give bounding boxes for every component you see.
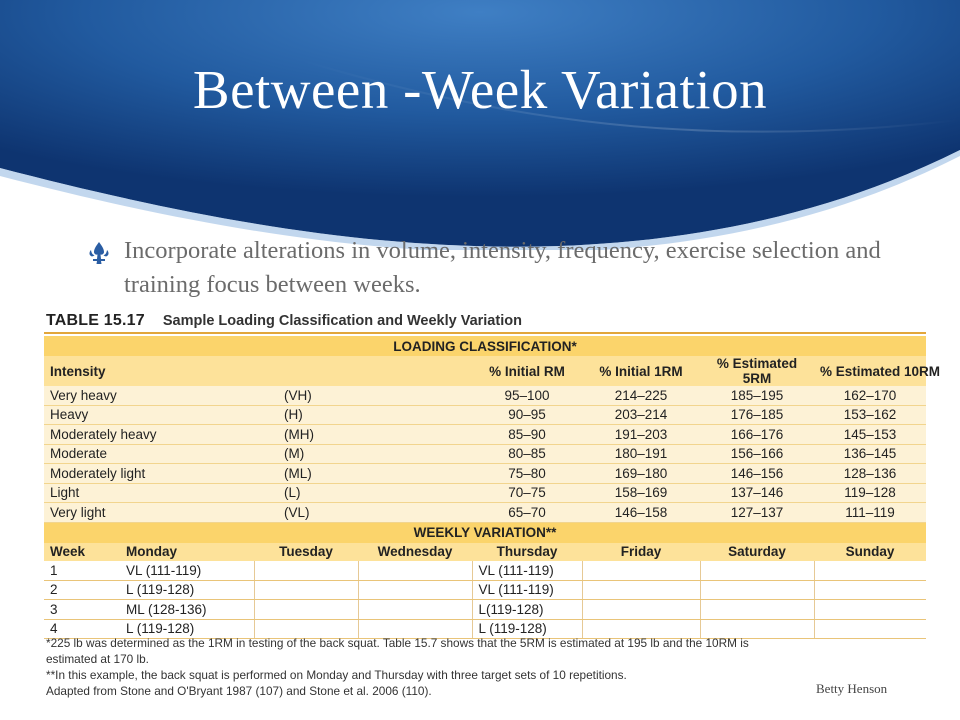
table-cell: 176–185: [700, 405, 814, 425]
loading-band-row: [44, 336, 926, 356]
table-cell: [254, 561, 358, 580]
column-header: Friday: [582, 543, 700, 562]
table-cell: 136–145: [814, 444, 926, 464]
week-number: 2: [44, 580, 120, 600]
table-footnote: **In this example, the back squat is performed on Monday and Thursday with three target sets of 10 repetitions.: [46, 668, 627, 682]
column-header: Sunday: [814, 543, 926, 562]
table-cell: 185–195: [700, 386, 814, 405]
column-header: Wednesday: [358, 543, 472, 562]
table-cell: L (119-128): [120, 580, 254, 600]
week-number: 3: [44, 600, 120, 620]
intensity-label: Very light: [44, 503, 254, 523]
column-header: Thursday: [472, 543, 582, 562]
table-cell: 137–146: [700, 483, 814, 503]
table-number: TABLE 15.17: [46, 312, 145, 329]
table-cell: [700, 580, 814, 600]
table-cell: 214–225: [582, 386, 700, 405]
loading-row: [44, 444, 926, 464]
table-cell: [814, 619, 926, 639]
table-title: Sample Loading Classification and Weekly Variation: [162, 313, 522, 329]
column-header: Tuesday: [254, 543, 358, 562]
column-header: % Estimated 10RM: [820, 363, 941, 379]
table-cell: L (119-128): [472, 619, 582, 639]
intensity-label: Moderate: [44, 444, 254, 464]
loading-row: [44, 386, 926, 405]
loading-header-row: [44, 356, 926, 386]
table-cell: 80–85: [472, 444, 582, 464]
table-cell: 146–156: [700, 464, 814, 484]
table-cell: 127–137: [700, 503, 814, 523]
table-cell: [814, 600, 926, 620]
table-cell: 145–153: [814, 425, 926, 445]
loading-row: [44, 425, 926, 445]
table-cell: 85–90: [472, 425, 582, 445]
table-cell: 111–119: [814, 503, 926, 523]
table-cell: 169–180: [582, 464, 700, 484]
column-header: Week: [44, 543, 120, 562]
intensity-code: (M): [254, 444, 472, 464]
table-footnote: estimated at 170 lb.: [46, 652, 149, 666]
table-cell: 156–166: [700, 444, 814, 464]
table-cell: VL (111-119): [120, 561, 254, 580]
header-band: [0, 0, 960, 250]
table-cell: [582, 580, 700, 600]
week-number: 4: [44, 619, 120, 639]
table-cell: L (119-128): [120, 619, 254, 639]
table-cell: 65–70: [472, 503, 582, 523]
table-cell: VL (111-119): [472, 561, 582, 580]
table-cell: 75–80: [472, 464, 582, 484]
table-cell: 153–162: [814, 405, 926, 425]
intensity-code: (VL): [254, 503, 472, 523]
column-header: Saturday: [700, 543, 814, 562]
table-cell: 95–100: [472, 386, 582, 405]
weekly-header-row: [44, 543, 926, 562]
table-cell: 90–95: [472, 405, 582, 425]
fleur-de-lis-icon: [88, 241, 110, 265]
table-cell: [700, 561, 814, 580]
table-caption: [46, 312, 522, 330]
weekly-band-row: [44, 522, 926, 543]
table-cell: 128–136: [814, 464, 926, 484]
slide-title: Between -Week Variation: [192, 59, 768, 120]
intensity-label: Moderately heavy: [44, 425, 254, 445]
weekly-band-label: WEEKLY VARIATION**: [44, 522, 926, 543]
table-cell: [814, 561, 926, 580]
loading-row: [44, 503, 926, 523]
intensity-code: (H): [254, 405, 472, 425]
table-cell: [358, 580, 472, 600]
author-credit: Betty Henson: [816, 681, 888, 696]
table-cell: ML (128-136): [120, 600, 254, 620]
loading-band-label: LOADING CLASSIFICATION*: [44, 336, 926, 356]
column-header: [254, 356, 472, 386]
table-cell: 180–191: [582, 444, 700, 464]
intensity-label: Light: [44, 483, 254, 503]
column-header: % Initial RM: [489, 363, 565, 379]
table-cell: 166–176: [700, 425, 814, 445]
table-cell: 191–203: [582, 425, 700, 445]
table-cell: 146–158: [582, 503, 700, 523]
intensity-code: (VH): [254, 386, 472, 405]
bullet-text: Incorporate alterations in volume, intensity, frequency, exercise selection and training focus between weeks.: [124, 237, 881, 298]
table-cell: [582, 561, 700, 580]
intensity-code: (MH): [254, 425, 472, 445]
table-cell: VL (111-119): [472, 580, 582, 600]
table-cell: [582, 600, 700, 620]
caption-rule: [44, 332, 926, 334]
loading-row: [44, 405, 926, 425]
table-cell: L(119-128): [472, 600, 582, 620]
week-number: 1: [44, 561, 120, 580]
loading-row: [44, 464, 926, 484]
table-cell: 158–169: [582, 483, 700, 503]
table-cell: 119–128: [814, 483, 926, 503]
intensity-label: Moderately light: [44, 464, 254, 484]
weekly-row: [44, 580, 926, 600]
table-cell: 203–214: [582, 405, 700, 425]
column-header: Intensity: [50, 363, 106, 379]
loading-row: [44, 483, 926, 503]
table-cell: 70–75: [472, 483, 582, 503]
weekly-row: [44, 600, 926, 620]
loading-table: [44, 336, 941, 639]
table-cell: [254, 580, 358, 600]
table-footnote: *225 lb was determined as the 1RM in testing of the back squat. Table 15.7 shows that the 5RM is estimated at 195 lb and the 10RM is: [46, 636, 749, 650]
table-cell: [358, 600, 472, 620]
table-cell: [814, 580, 926, 600]
table-cell: [358, 561, 472, 580]
table-cell: 162–170: [814, 386, 926, 405]
weekly-row: [44, 561, 926, 580]
intensity-code: (L): [254, 483, 472, 503]
table-source-note: Adapted from Stone and O'Bryant 1987 (107) and Stone et al. 2006 (110).: [46, 684, 432, 698]
intensity-label: Very heavy: [44, 386, 254, 405]
intensity-code: (ML): [254, 464, 472, 484]
table-cell: [700, 600, 814, 620]
column-header: % Estimated 5RM: [716, 356, 798, 386]
table-cell: [254, 600, 358, 620]
intensity-label: Heavy: [44, 405, 254, 425]
column-header: % Initial 1RM: [599, 363, 683, 379]
column-header: Monday: [120, 543, 254, 562]
